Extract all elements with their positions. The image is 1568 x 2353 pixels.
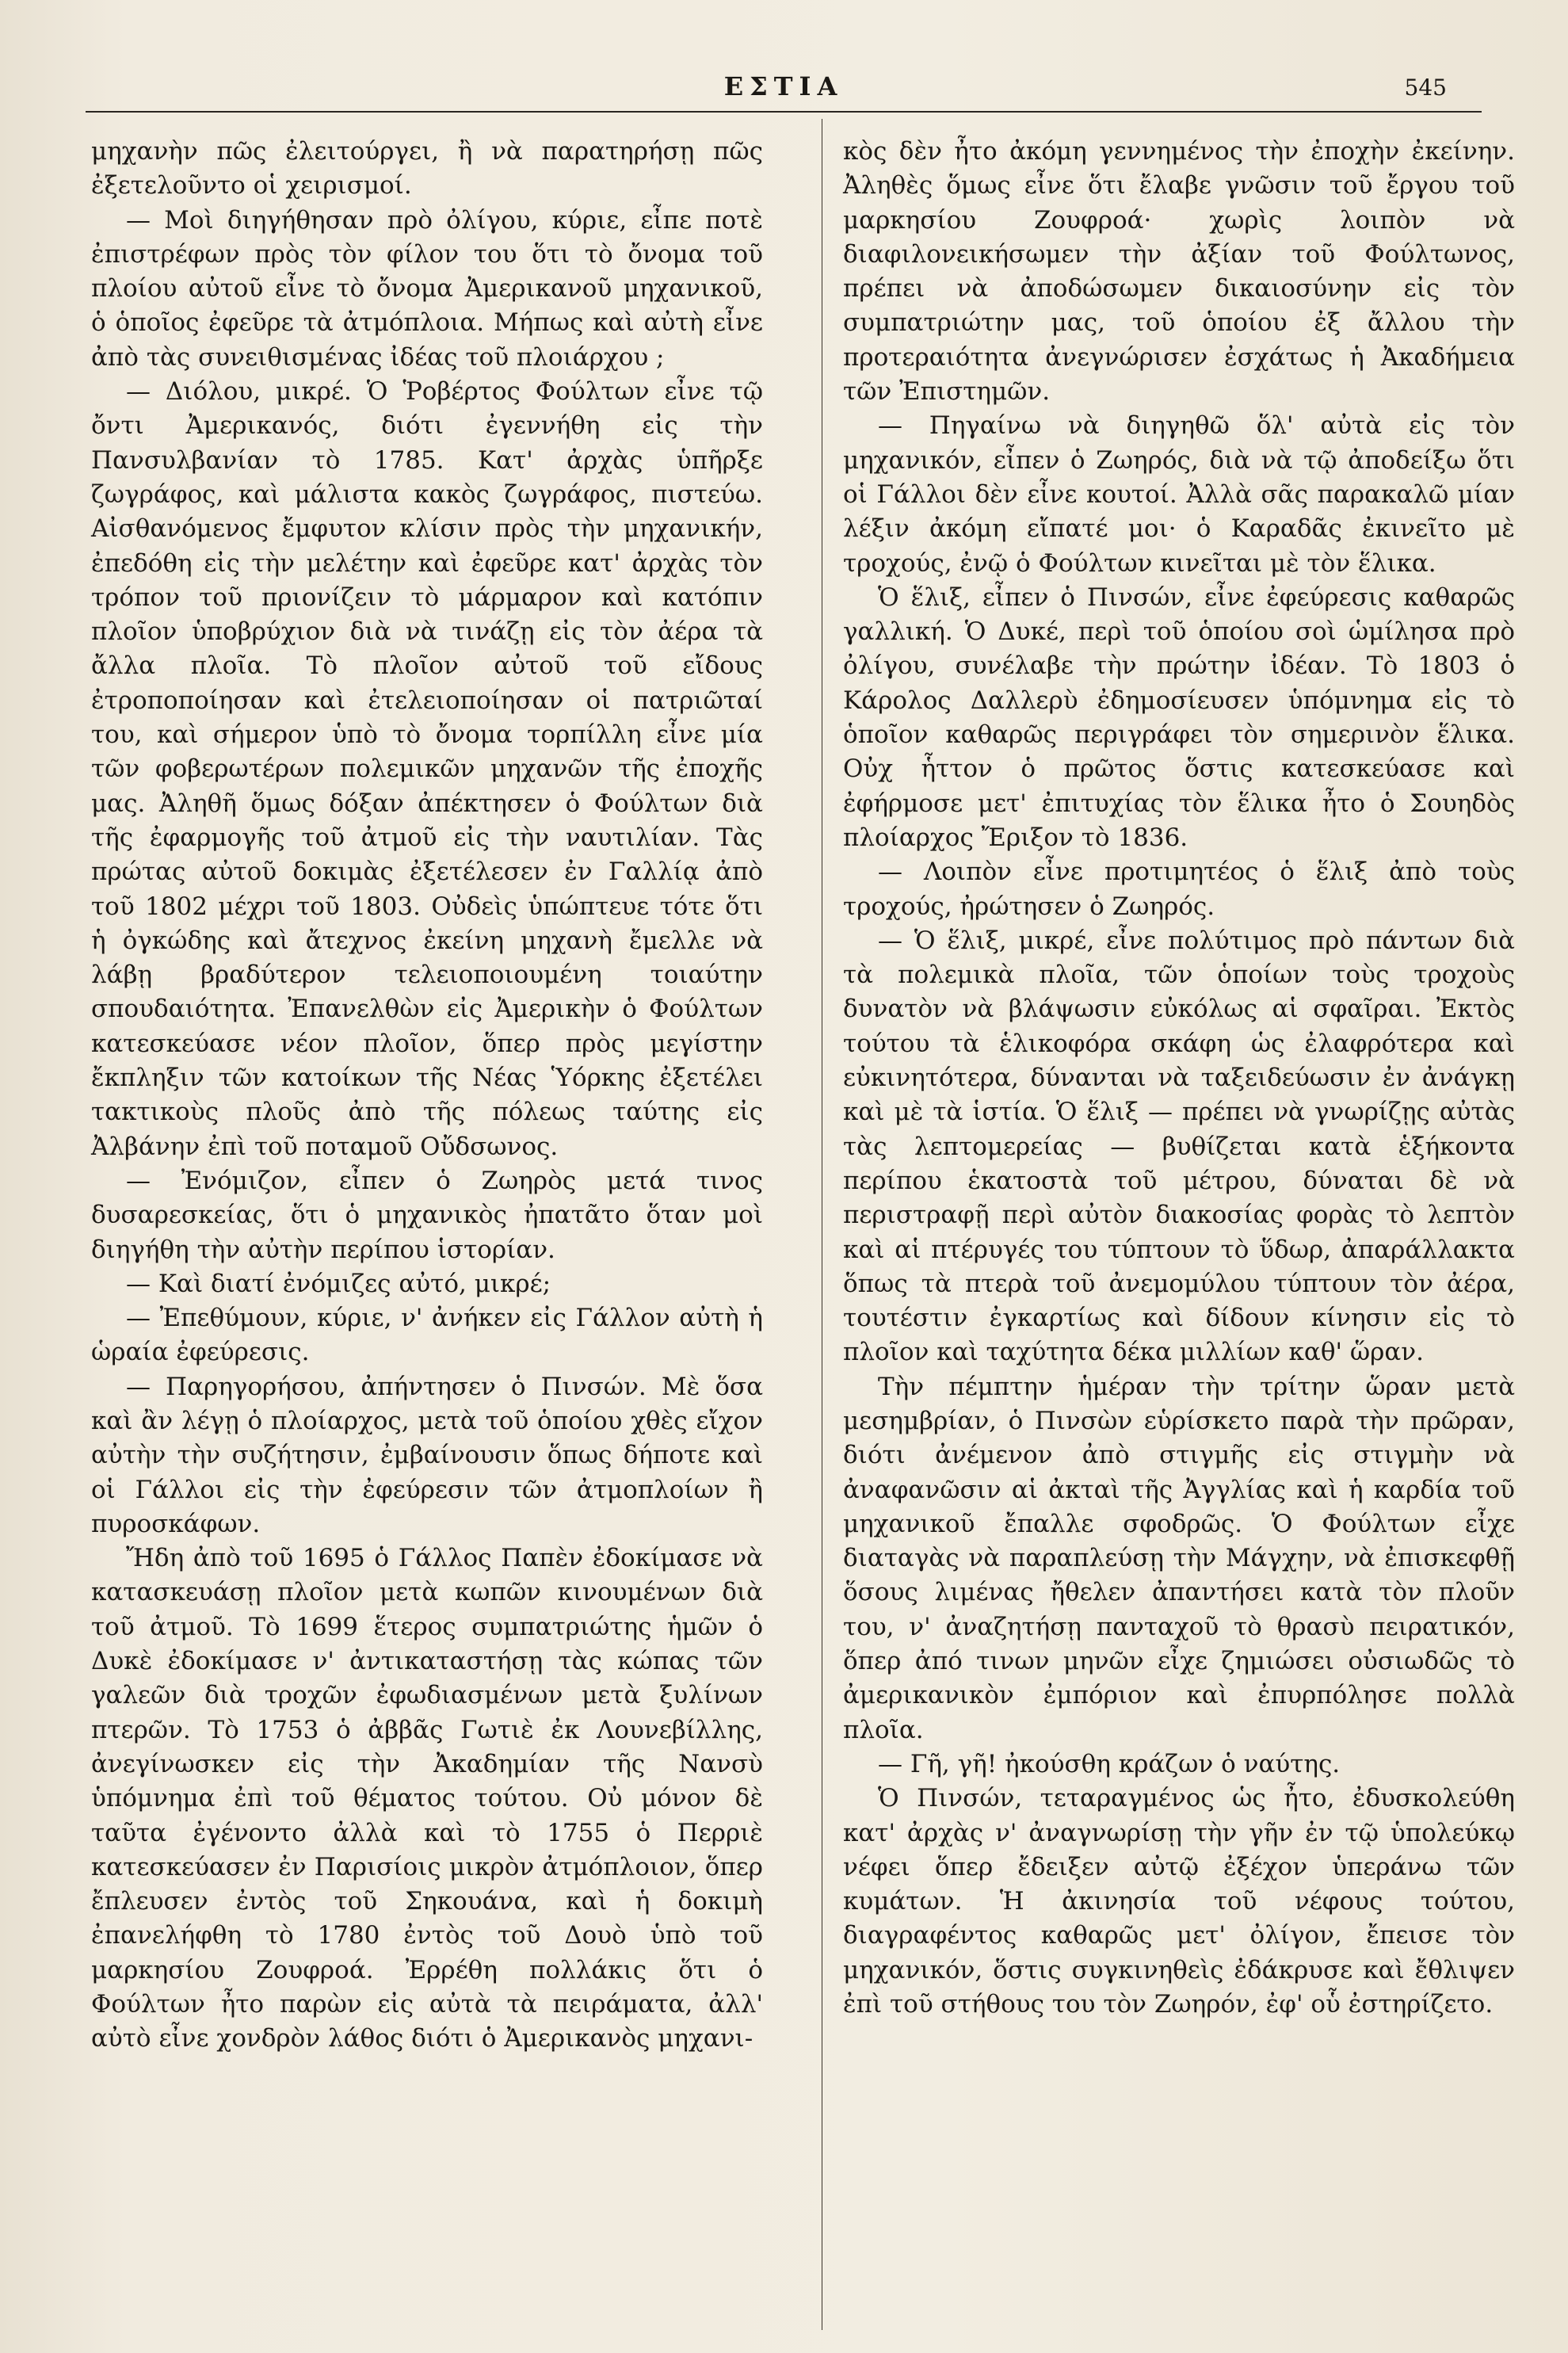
paragraph: — Ἐνόμιζον, εἶπεν ὁ Ζωηρὸς μετά τινος δυσαρεσκείας, ὅτι ὁ μηχανικὸς ἠπατᾶτο ὅταν μοὶ διηγήθη τὴν αὐτὴν περίπου ἱστορίαν. bbox=[91, 1166, 763, 1264]
paragraph: — Ὁ ἕλιξ, μικρέ, εἶνε πολύτιμος πρὸ πάντων διὰ τὰ πολεμικὰ πλοῖα, τῶν ὁποίων τοὺς τροχοὺς δυνατὸν νὰ βλάψωσιν εὐκόλως αἱ σφαῖραι. Ἐκτὸς τούτου τὰ ἑλικοφόρα σκάφη ὡς ἐλαφρότερα καὶ εὐκινητότερα, δύνανται νὰ ταξειδεύωσιν ἐν ἀνάγκῃ καὶ μὲ τὰ ἱστία. Ὁ ἕλιξ — πρέπει νὰ γνωρίζῃς αὐτὰς τὰς λεπτομερείας — βυθίζεται κατὰ ἑξήκοντα περίπου ἑκατοστὰ τοῦ μέτρου, δύναται δὲ νὰ περιστραφῇ περὶ αὐτὸν διακοσίας φορὰς τὸ λεπτὸν καὶ αἱ πτέρυγές του τύπτουν τὸ ὕδωρ, ἀπαράλλακτα ὅπως τὰ πτερὰ τοῦ ἀνεμομύλου τύπτουν τὸν ἀέρα, τουτέστιν ἐγκαρτίως καὶ δίδουν κίνησιν εἰς τὸ πλοῖον καὶ ταχύτητα δέκα μιλλίων καθ' ὥραν. bbox=[843, 926, 1515, 1367]
right-column bbox=[843, 135, 1515, 2022]
paragraph: μηχανὴν πῶς ἐλειτούργει, ἢ νὰ παρατηρήσῃ πῶς ἐξετελοῦντο οἱ χειρισμοί. bbox=[91, 137, 763, 201]
running-title: ΕΣΤΙΑ bbox=[723, 71, 844, 101]
paragraph: — Μοὶ διηγήθησαν πρὸ ὀλίγου, κύριε, εἶπε ποτὲ ἐπιστρέφων πρὸς τὸν φίλον του ὅτι τὸ ὄνομα τοῦ πλοίου αὐτοῦ εἶνε τὸ ὄνομα Ἀμερικανοῦ μηχανικοῦ, ὁ ὁποῖος ἐφεῦρε τὰ ἀτμόπλοια. Μήπως καὶ αὐτὴ εἶνε ἀπὸ τὰς συνειθισμένας ἰδέας τοῦ πλοιάρχου ; bbox=[91, 205, 763, 372]
paragraph: — Καὶ διατί ἐνόμιζες αὐτό, μικρέ; bbox=[126, 1269, 551, 1298]
paragraph: Τὴν πέμπτην ἡμέραν τὴν τρίτην ὥραν μετὰ μεσημβρίαν, ὁ Πινσὼν εὑρίσκετο παρὰ τὴν πρῶραν, διότι ἀνέμενον ἀπὸ στιγμῆς εἰς στιγμὴν νὰ ἀναφανῶσιν αἱ ἀκταὶ τῆς Ἀγγλίας καὶ ἡ καρδία τοῦ μηχανικοῦ ἔπαλλε σφοδρῶς. Ὁ Φούλτων εἶχε διαταγὰς νὰ παραπλεύσῃ τὴν Μάγχην, νὰ ἐπισκεφθῇ ὅσους λιμένας ἤθελεν ἀπαντήσει κατὰ τὸν πλοῦν του, ν' ἀναζητήσῃ πανταχοῦ τὸ θρασὺ πειρατικόν, ὅπερ ἀπό τινων μηνῶν εἶχε ζημιώσει οὐσιωδῶς τὸ ἀμερικανικὸν ἐμπόριον καὶ ἐπυρπόλησε πολλὰ πλοῖα. bbox=[843, 1372, 1515, 1744]
paragraph: — Πηγαίνω νὰ διηγηθῶ ὅλ' αὐτὰ εἰς τὸν μηχανικόν, εἶπεν ὁ Ζωηρός, διὰ νὰ τῷ ἀποδείξω ὅτι οἱ Γάλλοι δὲν εἶνε κουτοί. Ἀλλὰ σᾶς παρακαλῶ μίαν λέξιν ἀκόμη εἴπατέ μοι· ὁ Καραδᾶς ἐκινεῖτο μὲ τροχούς, ἐνῷ ὁ Φούλτων κινεῖται μὲ τὸν ἕλικα. bbox=[843, 411, 1515, 578]
paragraph: — Ἐπεθύμουν, κύριε, ν' ἀνήκεν εἰς Γάλλον αὐτὴ ἡ ὡραία ἐφεύρεσις. bbox=[91, 1304, 763, 1367]
page-number: 545 bbox=[1404, 74, 1447, 101]
paragraph: Ὁ ἕλιξ, εἶπεν ὁ Πινσών, εἶνε ἐφεύρεσις καθαρῶς γαλλική. Ὁ Δυκέ, περὶ τοῦ ὁποίου σοὶ ὡμίλησα πρὸ ὀλίγου, συνέλαβε τὴν πρώτην ἰδέαν. Τὸ 1803 ὁ Κάρολος Δαλλερὺ ἐδημοσίευσεν ὑπόμνημα εἰς τὸ ὁποῖον καθαρῶς περιγράφει τὸν σημερινὸν ἕλικα. Οὐχ ἧττον ὁ πρῶτος ὅστις κατεσκεύασε καὶ ἐφήρμοσε μετ' ἐπιτυχίας τὸν ἕλικα ἦτο ὁ Σουηδὸς πλοίαρχος Ἔριξον τὸ 1836. bbox=[843, 583, 1515, 852]
paragraph: Ὁ Πινσών, τεταραγμένος ὡς ἦτο, ἐδυσκολεύθη κατ' ἀρχὰς ν' ἀναγνωρίσῃ τὴν γῆν ἐν τῷ ὑπολεύκῳ νέφει ὅπερ ἔδειξεν αὐτῷ ἐξέχον ὑπεράνω τῶν κυμάτων. Ἡ ἀκινησία τοῦ νέφους τούτου, διαγραφέντος καθαρῶς μετ' ὀλίγον, ἔπεισε τὸν μηχανικόν, ὅστις συγκινηθεὶς ἐδάκρυσε καὶ ἔθλιψεν ἐπὶ τοῦ στήθους του τὸν Ζωηρόν, ἐφ' οὗ ἐστηρίζετο. bbox=[843, 1784, 1515, 2019]
paragraph: — Λοιπὸν εἶνε προτιμητέος ὁ ἕλιξ ἀπὸ τοὺς τροχούς, ἠρώτησεν ὁ Ζωηρός. bbox=[843, 858, 1515, 921]
paragraph: — Παρηγορήσου, ἀπήντησεν ὁ Πινσών. Μὲ ὅσα καὶ ἂν λέγῃ ὁ πλοίαρχος, μετὰ τοῦ ὁποίου χθὲς εἴχον αὐτὴν τὴν συζήτησιν, ἐμβαίνουσιν ὅπως δήποτε καὶ οἱ Γάλλοι εἰς τὴν ἐφεύρεσιν τῶν ἀτμοπλοίων ἢ πυροσκάφων. bbox=[91, 1372, 763, 1538]
paragraph: Ἤδη ἀπὸ τοῦ 1695 ὁ Γάλλος Παπὲν ἐδοκίμασε νὰ κατασκευάσῃ πλοῖον μετὰ κωπῶν κινουμένων διὰ τοῦ ἀτμοῦ. Τὸ 1699 ἕτερος συμπατριώτης ἡμῶν ὁ Δυκὲ ἐδοκίμασε ν' ἀντικαταστήσῃ τὰς κώπας τῶν γαλεῶν διὰ τροχῶν ἐφωδιασμένων μετὰ ξυλίνων πτερῶν. Τὸ 1753 ὁ ἀββᾶς Γωτιὲ ἐκ Λουνεβίλλης, ἀνεγίνωσκεν εἰς τὴν Ἀκαδημίαν τῆς Νανσὺ ὑπόμνημα ἐπὶ τοῦ θέματος τούτου. Οὐ μόνον δὲ ταῦτα ἐγένοντο ἀλλὰ καὶ τὸ 1755 ὁ Περριὲ κατεσκεύασεν ἐν Παρισίοις μικρὸν ἀτμόπλοιον, ὅπερ ἔπλευσεν ἐντὸς τοῦ Σηκουάνα, καὶ ἡ δοκιμὴ ἐπανελήφθη τὸ 1780 ἐντὸς τοῦ Δουὸ ὑπὸ τοῦ μαρκησίου Ζουφροά. Ἐρρέθη πολλάκις ὅτι ὁ Φούλτων ἦτο παρὼν εἰς αὐτὰ τὰ πειράματα, ἀλλ' αὐτὸ εἶνε χονδρὸν λάθος διότι ὁ Ἀμερικανὸς μηχανι- bbox=[91, 1544, 763, 2053]
paragraph: — Γῆ, γῆ! ἠκούσθη κράζων ὁ ναύτης. bbox=[878, 1749, 1341, 1778]
paragraph: — Διόλου, μικρέ. Ὁ Ῥοβέρτος Φούλτων εἶνε τῷ ὄντι Ἀμερικανός, διότι ἐγεννήθη εἰς τὴν Πανσυλβανίαν τὸ 1785. Κατ' ἀρχὰς ὑπῆρξε ζωγράφος, καὶ μάλιστα κακὸς ζωγράφος, πιστεύω. Αἰσθανόμενος ἔμφυτον κλίσιν πρὸς τὴν μηχανικήν, ἐπεδόθη εἰς τὴν μελέτην καὶ ἐφεῦρε κατ' ἀρχὰς τὸν τρόπον τοῦ πριονίζειν τὸ μάρμαρον καὶ κατόπιν πλοῖον ὑποβρύχιον διὰ νὰ τινάζῃ εἰς τὸν ἀέρα τὰ ἄλλα πλοῖα. Τὸ πλοῖον αὐτοῦ τοῦ εἴδους ἐτροποποίησαν καὶ ἐτελειοποίησαν οἱ πατριῶταί του, καὶ σήμερον ὑπὸ τὸ ὄνομα τορπίλλη εἶνε μία τῶν φοβερωτέρων πολεμικῶν μηχανῶν τῆς ἐποχῆς μας. Ἀληθῆ ὅμως δόξαν ἀπέκτησεν ὁ Φούλτων διὰ τῆς ἐφαρμογῆς τοῦ ἀτμοῦ εἰς τὴν ναυτιλίαν. Τὰς πρώτας αὐτοῦ δοκιμὰς ἐξετέλεσεν ἐν Γαλλίᾳ ἀπὸ τοῦ 1802 μέχρι τοῦ 1803. Οὐδεὶς ὑπώπτευε τότε ὅτι ἡ ὀγκώδης καὶ ἄτεχνος ἐκείνη μηχανὴ ἔμελλε νὰ λάβῃ βραδύτερον τελειοποιουμένη τοιαύτην σπουδαιότητα. Ἐπανελθὼν εἰς Ἀμερικὴν ὁ Φούλτων κατεσκεύασε νέον πλοῖον, ὅπερ πρὸς μεγίστην ἔκπληξιν τῶν κατοίκων τῆς Νέας Ὑόρκης ἐξετέλει τακτικοὺς πλοῦς ἀπὸ τῆς πόλεως ταύτης εἰς Ἀλβάνην ἐπὶ τοῦ ποταμοῦ Οὔδσωνος. bbox=[91, 377, 763, 1161]
header-rule bbox=[86, 111, 1482, 113]
paragraph: κὸς δὲν ἦτο ἀκόμη γεννημένος τὴν ἐποχὴν ἐκείνην. Ἀληθὲς ὅμως εἶνε ὅτι ἔλαβε γνῶσιν τοῦ ἔργου τοῦ μαρκησίου Ζουφροά· χωρὶς λοιπὸν νὰ διαφιλονεικήσωμεν τὴν ἀξίαν τοῦ Φούλτωνος, πρέπει νὰ ἀποδώσωμεν δικαιοσύνην εἰς τὸν συμπατριώτην μας, τοῦ ὁποίου ἐξ ἄλλου τὴν προτεραιότητα ἀνεγνώρισεν ἐσχάτως ἡ Ἀκαδήμεια τῶν Ἐπιστημῶν. bbox=[843, 137, 1515, 407]
left-column bbox=[91, 135, 763, 2057]
page-header bbox=[86, 71, 1482, 111]
